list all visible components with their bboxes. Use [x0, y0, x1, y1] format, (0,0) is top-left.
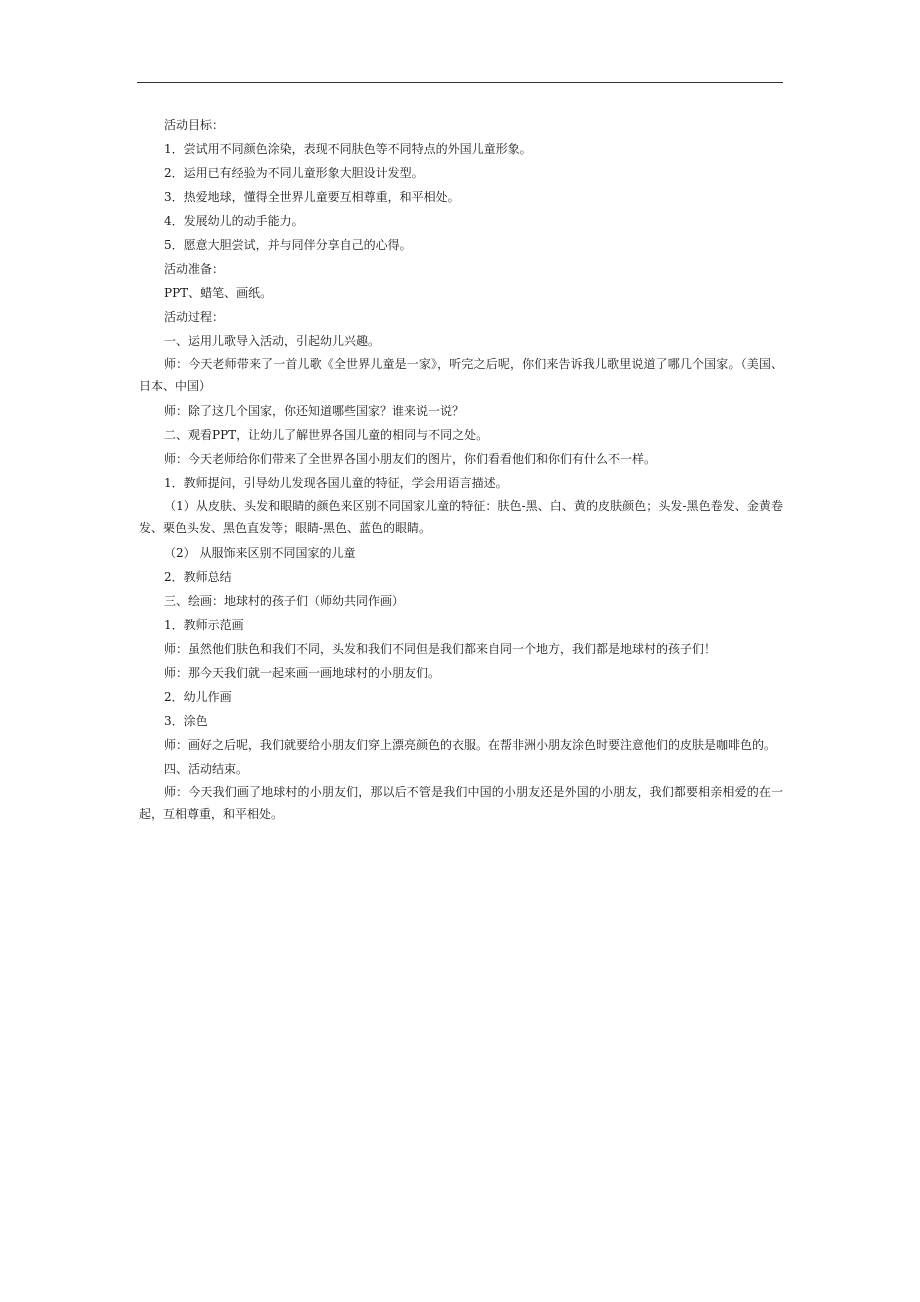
- section-heading-goals: 活动目标：: [164, 118, 225, 132]
- teacher-line: 师：今天老师给你们带来了全世界各国小朋友们的图片，你们看看他们和你们有什么不一样。: [164, 452, 657, 466]
- sub-step-detail: （1）从皮肤、头发和眼睛的颜色来区别不同国家儿童的特征：肤色-黑、白、黄的皮肤颜色；头发-黑色卷发、金黄卷发、栗色头发、黑色直发等；眼睛-黑色、蓝色的眼睛。: [139, 499, 783, 535]
- teacher-line: 师：虽然他们肤色和我们不同，头发和我们不同但是我们都来自同一个地方，我们都是地球村的孩子们！: [164, 642, 717, 656]
- teacher-line: 师：除了这几个国家，你还知道哪些国家？谁来说一说？: [164, 404, 465, 418]
- teacher-line: 师：画好之后呢，我们就要给小朋友们穿上漂亮颜色的衣服。在帮非洲小朋友涂色时要注意他们的皮肤是咖啡色的。: [164, 738, 777, 752]
- goal-item-1: 1．尝试用不同颜色涂染，表现不同肤色等不同特点的外国儿童形象。: [164, 142, 532, 156]
- goal-item-3: 3．热爱地球，懂得全世界儿童要互相尊重，和平相处。: [164, 190, 460, 204]
- section-heading-process: 活动过程：: [164, 310, 225, 324]
- process-step-4-heading: 四、活动结束。: [164, 762, 249, 776]
- teacher-line: 师：那今天我们就一起来画一画地球村的小朋友们。: [164, 666, 441, 680]
- goal-item-2: 2．运用已有经验为不同儿童形象大胆设计发型。: [164, 166, 424, 180]
- sub-step-detail: （2） 从服饰来区别不同国家的儿童: [164, 546, 356, 560]
- goal-item-5: 5．愿意大胆尝试，并与同伴分享自己的心得。: [164, 238, 412, 252]
- teacher-line: 师：今天老师带来了一首儿歌《全世界儿童是一家》，听完之后呢，你们来告诉我儿歌里说道了哪几个国家。（美国、日本、中国）: [139, 357, 783, 393]
- sub-step-item: 2．教师总结: [164, 570, 232, 584]
- header-rule: [137, 82, 783, 83]
- sub-step-item: 2．幼儿作画: [164, 690, 232, 704]
- goal-item-4: 4．发展幼儿的动手能力。: [164, 214, 304, 228]
- process-step-1-heading: 一、运用儿歌导入活动，引起幼儿兴趣。: [164, 334, 381, 348]
- sub-step-item: 1．教师提问，引导幼儿发现各国儿童的特征，学会用语言描述。: [164, 476, 508, 490]
- process-step-3-heading: 三、绘画：地球村的孩子们（师幼共同作画）: [164, 594, 405, 608]
- sub-step-item: 1．教师示范画: [164, 618, 244, 632]
- process-step-2-heading: 二、观看PPT，让幼儿了解世界各国儿童的相同与不同之处。: [164, 428, 489, 442]
- document-body: [139, 113, 783, 825]
- sub-step-item: 3．涂色: [164, 714, 208, 728]
- teacher-line: 师：今天我们画了地球村的小朋友们，那以后不管是我们中国的小朋友还是外国的小朋友，我们都要相亲相爱的在一起，互相尊重，和平相处。: [139, 785, 783, 821]
- section-heading-preparation: 活动准备：: [164, 262, 225, 276]
- preparation-materials: PPT、蜡笔、画纸。: [164, 286, 273, 300]
